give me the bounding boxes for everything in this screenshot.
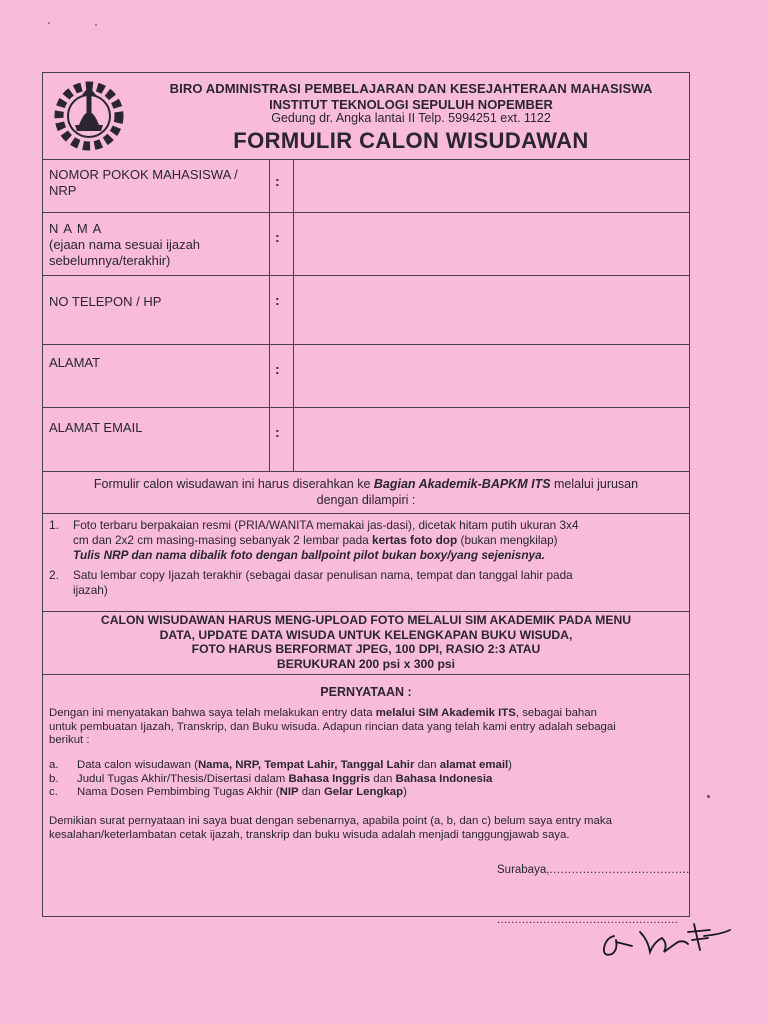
column-divider [293, 159, 294, 212]
field-label [49, 221, 264, 269]
colon: : [275, 173, 280, 189]
item-number: 1. [49, 518, 60, 532]
date-blank[interactable]: ...................................... [549, 864, 690, 876]
item-text: Nama Dosen Pembimbing Tugas Akhir ( [77, 786, 280, 798]
label-line: (ejaan nama sesuai ijazah [49, 237, 201, 252]
statement-line: untuk pembuatan Ijazah, Transkrip, dan Buku wisuda. Adapun rincian data yang telah kami entry adalah sebagai [49, 720, 616, 733]
statement-line: berikut : [49, 734, 90, 746]
item-line: Foto terbaru berpakaian resmi (PRIA/WANITA memakai jas-dasi), dicetak hitam putih ukuran 3x4 [73, 518, 579, 532]
item-text: (bukan mengkilap) [457, 533, 558, 547]
notice-pre: Formulir calon wisudawan ini harus diserahkan ke [93, 477, 374, 491]
column-divider [269, 345, 270, 407]
paper-speck [95, 24, 97, 26]
paper-speck [48, 22, 50, 24]
column-divider [269, 408, 270, 471]
statement-section [43, 675, 689, 916]
field-label [49, 420, 264, 436]
upload-line: BERUKURAN 200 psi x 300 psi [276, 656, 456, 671]
item-text: dan [370, 772, 396, 785]
submission-notice [43, 472, 689, 514]
item-bold: Gelar Lengkap [323, 786, 404, 798]
upload-text [47, 613, 685, 671]
field-row-phone [43, 276, 689, 345]
address-field[interactable] [296, 345, 689, 407]
label-line: N A M A [49, 221, 103, 236]
item-text: Data calon wisudawan ( [77, 759, 198, 771]
column-divider [269, 159, 270, 212]
address-line: Gedung dr. Angka lantai II Telp. 5994251 ext. 1122 [271, 111, 551, 125]
notice-text [53, 476, 679, 508]
statement-list-item-b [49, 773, 685, 787]
column-divider [293, 408, 294, 471]
notice-office: Bagian Akademik-BAPKM ITS [373, 477, 551, 491]
statement-list-item-a [49, 759, 685, 773]
item-text: ) [508, 759, 512, 771]
statement-paragraph-2 [49, 815, 685, 842]
attachment-item-2 [73, 568, 685, 598]
upload-line: CALON WISUDAWAN HARUS MENG-UPLOAD FOTO MELALUI SIM AKADEMIK PADA MENU [100, 613, 632, 627]
item-text: ) [403, 786, 407, 798]
notice-line2: dengan dilampiri : [316, 493, 416, 507]
nrp-field[interactable] [296, 159, 689, 212]
item-line: ijazah) [73, 583, 108, 597]
field-row-email [43, 408, 689, 472]
statement-title: PERNYATAAN : [320, 685, 412, 699]
column-divider [269, 276, 270, 344]
item-bold: Bahasa Indonesia [395, 772, 493, 785]
label-line: NOMOR POKOK MAHASISWA / [49, 167, 238, 182]
notice-post: melalui jurusan [550, 477, 639, 491]
item-line [73, 533, 685, 548]
item-bold: Bahasa Inggris [288, 772, 371, 785]
form-title: FORMULIR CALON WISUDAWAN [233, 128, 589, 153]
column-divider [293, 276, 294, 344]
phone-field[interactable] [296, 276, 689, 344]
list-marker: c. [49, 786, 58, 798]
its-emblem-icon [51, 79, 127, 151]
item-text: Judul Tugas Akhir/Thesis/Disertasi dalam [77, 772, 289, 785]
label-line: ALAMAT EMAIL [49, 420, 143, 435]
column-divider [269, 213, 270, 275]
label-line: NO TELEPON / HP [49, 294, 162, 309]
list-marker: b. [49, 772, 59, 785]
upload-line: FOTO HARUS BERFORMAT JPEG, 100 DPI, RASIO 2:3 ATAU [191, 642, 541, 656]
field-label [49, 355, 264, 371]
handwritten-signature [592, 912, 732, 964]
label-line: ALAMAT [49, 355, 101, 370]
statement-line: Demikian surat pernyataan ini saya buat dengan sebenarnya, apabila point (a, b, dan c) belum saya entry maka [49, 815, 612, 827]
statement-text: Dengan ini menyatakan bahwa saya telah melakukan entry data [49, 707, 376, 719]
statement-line [49, 707, 685, 721]
item-text: cm dan 2x2 cm masing-masing sebanyak 2 lembar pada [73, 533, 373, 547]
name-field[interactable] [296, 213, 689, 275]
colon: : [275, 292, 280, 308]
colon: : [275, 424, 280, 440]
colon: : [275, 229, 280, 245]
statement-bold: melalui SIM Akademik ITS [375, 707, 516, 719]
item-text: dan [414, 759, 440, 771]
form-header [43, 73, 689, 160]
field-row-address [43, 345, 689, 408]
column-divider [293, 345, 294, 407]
field-row-name [43, 213, 689, 276]
statement-list-item-c [49, 786, 685, 800]
form-page [42, 72, 690, 917]
upload-line: DATA, UPDATE DATA WISUDA UNTUK KELENGKAPAN BUKU WISUDA, [159, 627, 573, 642]
label-line: NRP [49, 183, 77, 198]
email-field[interactable] [296, 408, 689, 471]
column-divider [293, 213, 294, 275]
upload-instructions [43, 612, 689, 675]
paper-speck [707, 795, 710, 798]
attachments-section [43, 514, 689, 612]
statement-list [49, 759, 685, 800]
colon: : [275, 361, 280, 377]
bureau-name: BIRO ADMINISTRASI PEMBELAJARAN DAN KESEJAHTERAAN MAHASISWA [169, 81, 653, 96]
item-bold: kertas foto dop [372, 533, 458, 547]
item-text: dan [298, 786, 324, 798]
label-line: sebelumnya/terakhir) [49, 253, 171, 268]
item-bold: Nama, NRP, Tempat Lahir, Tanggal Lahir [197, 759, 415, 771]
item-bold: NIP [279, 786, 299, 798]
city-date-line [497, 863, 690, 878]
city-label: Surabaya, [497, 864, 550, 876]
item-number: 2. [49, 568, 60, 582]
statement-line: kesalahan/keterlambatan cetak ijazah, transkrip dan buku wisuda adalah menjadi tanggungjawab saya. [49, 828, 570, 841]
item-line: Tulis NRP dan nama dibalik foto dengan ballpoint pilot bukan boxy/yang sejenisnya. [73, 548, 545, 562]
list-marker: a. [49, 759, 59, 771]
statement-paragraph-1 [49, 707, 685, 748]
statement-text: , sebagai bahan [515, 707, 597, 719]
attachment-item-1 [73, 518, 685, 563]
institute-name: INSTITUT TEKNOLOGI SEPULUH NOPEMBER [269, 97, 553, 112]
item-bold: alamat email [439, 759, 509, 771]
field-row-nrp [43, 159, 689, 213]
item-line: Satu lembar copy Ijazah terakhir (sebagai dasar penulisan nama, tempat dan tanggal lahir pada [73, 568, 573, 582]
field-label [49, 294, 264, 310]
signature-blank[interactable]: ................................................... [497, 914, 679, 926]
field-label [49, 167, 264, 199]
